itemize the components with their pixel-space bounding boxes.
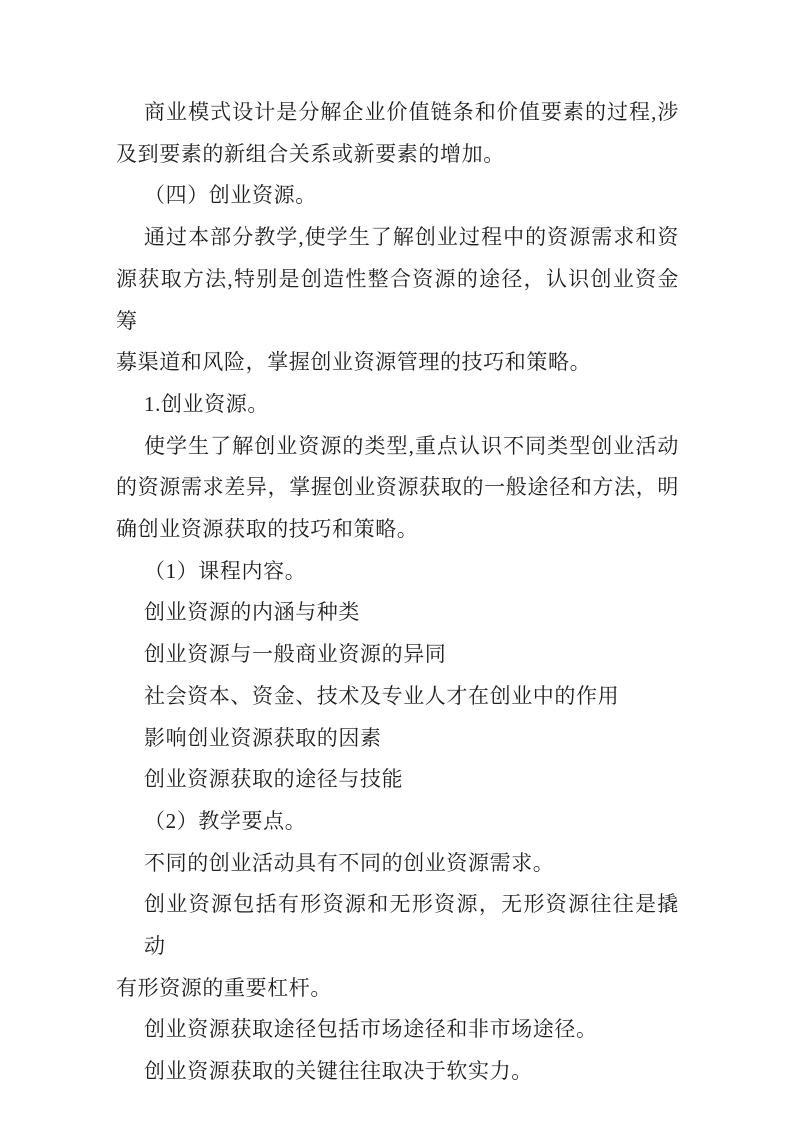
text-line: 确创业资源获取的技巧和策略。 xyxy=(116,517,419,542)
text-line: 源获取方法,特别是创造性整合资源的途径，认识创业资金筹 xyxy=(116,266,679,333)
text-line: 商业模式设计是分解企业价值链条和价值要素的过程,涉 xyxy=(144,100,679,124)
text-line: 创业资源获取途径包括市场途径和非市场途径。 xyxy=(144,1017,598,1042)
text-line: 的资源需求差异，掌握创业资源获取的一般途径和方法，明 xyxy=(116,475,679,500)
text-line: 有形资源的重要杠杆。 xyxy=(116,975,332,1000)
text-line: 创业资源获取的途径与技能 xyxy=(144,767,404,792)
text-line: 影响创业资源获取的因素 xyxy=(144,725,382,750)
text-line: 及到要素的新组合关系或新要素的增加。 xyxy=(116,141,505,166)
text-line: （2）教学要点。 xyxy=(144,808,307,833)
text-line: （1）课程内容。 xyxy=(144,558,307,583)
text-line: 创业资源包括有形资源和无形资源，无形资源往往是撬动 xyxy=(144,892,679,959)
document-text-block xyxy=(116,92,679,1093)
text-line: 不同的创业活动具有不同的创业资源需求。 xyxy=(144,850,555,875)
text-line: 使学生了解创业资源的类型,重点认识不同类型创业活动 xyxy=(144,433,679,458)
text-line: 创业资源获取的关键往往取决于软实力。 xyxy=(144,1059,533,1084)
text-line: 募渠道和风险，掌握创业资源管理的技巧和策略。 xyxy=(116,350,592,375)
text-line: 创业资源的内涵与种类 xyxy=(144,600,360,625)
text-line: （四）创业资源。 xyxy=(144,183,317,208)
text-line: 通过本部分教学,使学生了解创业过程中的资源需求和资 xyxy=(144,225,679,250)
text-line: 创业资源与一般商业资源的异同 xyxy=(144,642,447,667)
text-line: 社会资本、资金、技术及专业人才在创业中的作用 xyxy=(144,683,620,708)
text-line: 1.创业资源。 xyxy=(144,391,269,416)
